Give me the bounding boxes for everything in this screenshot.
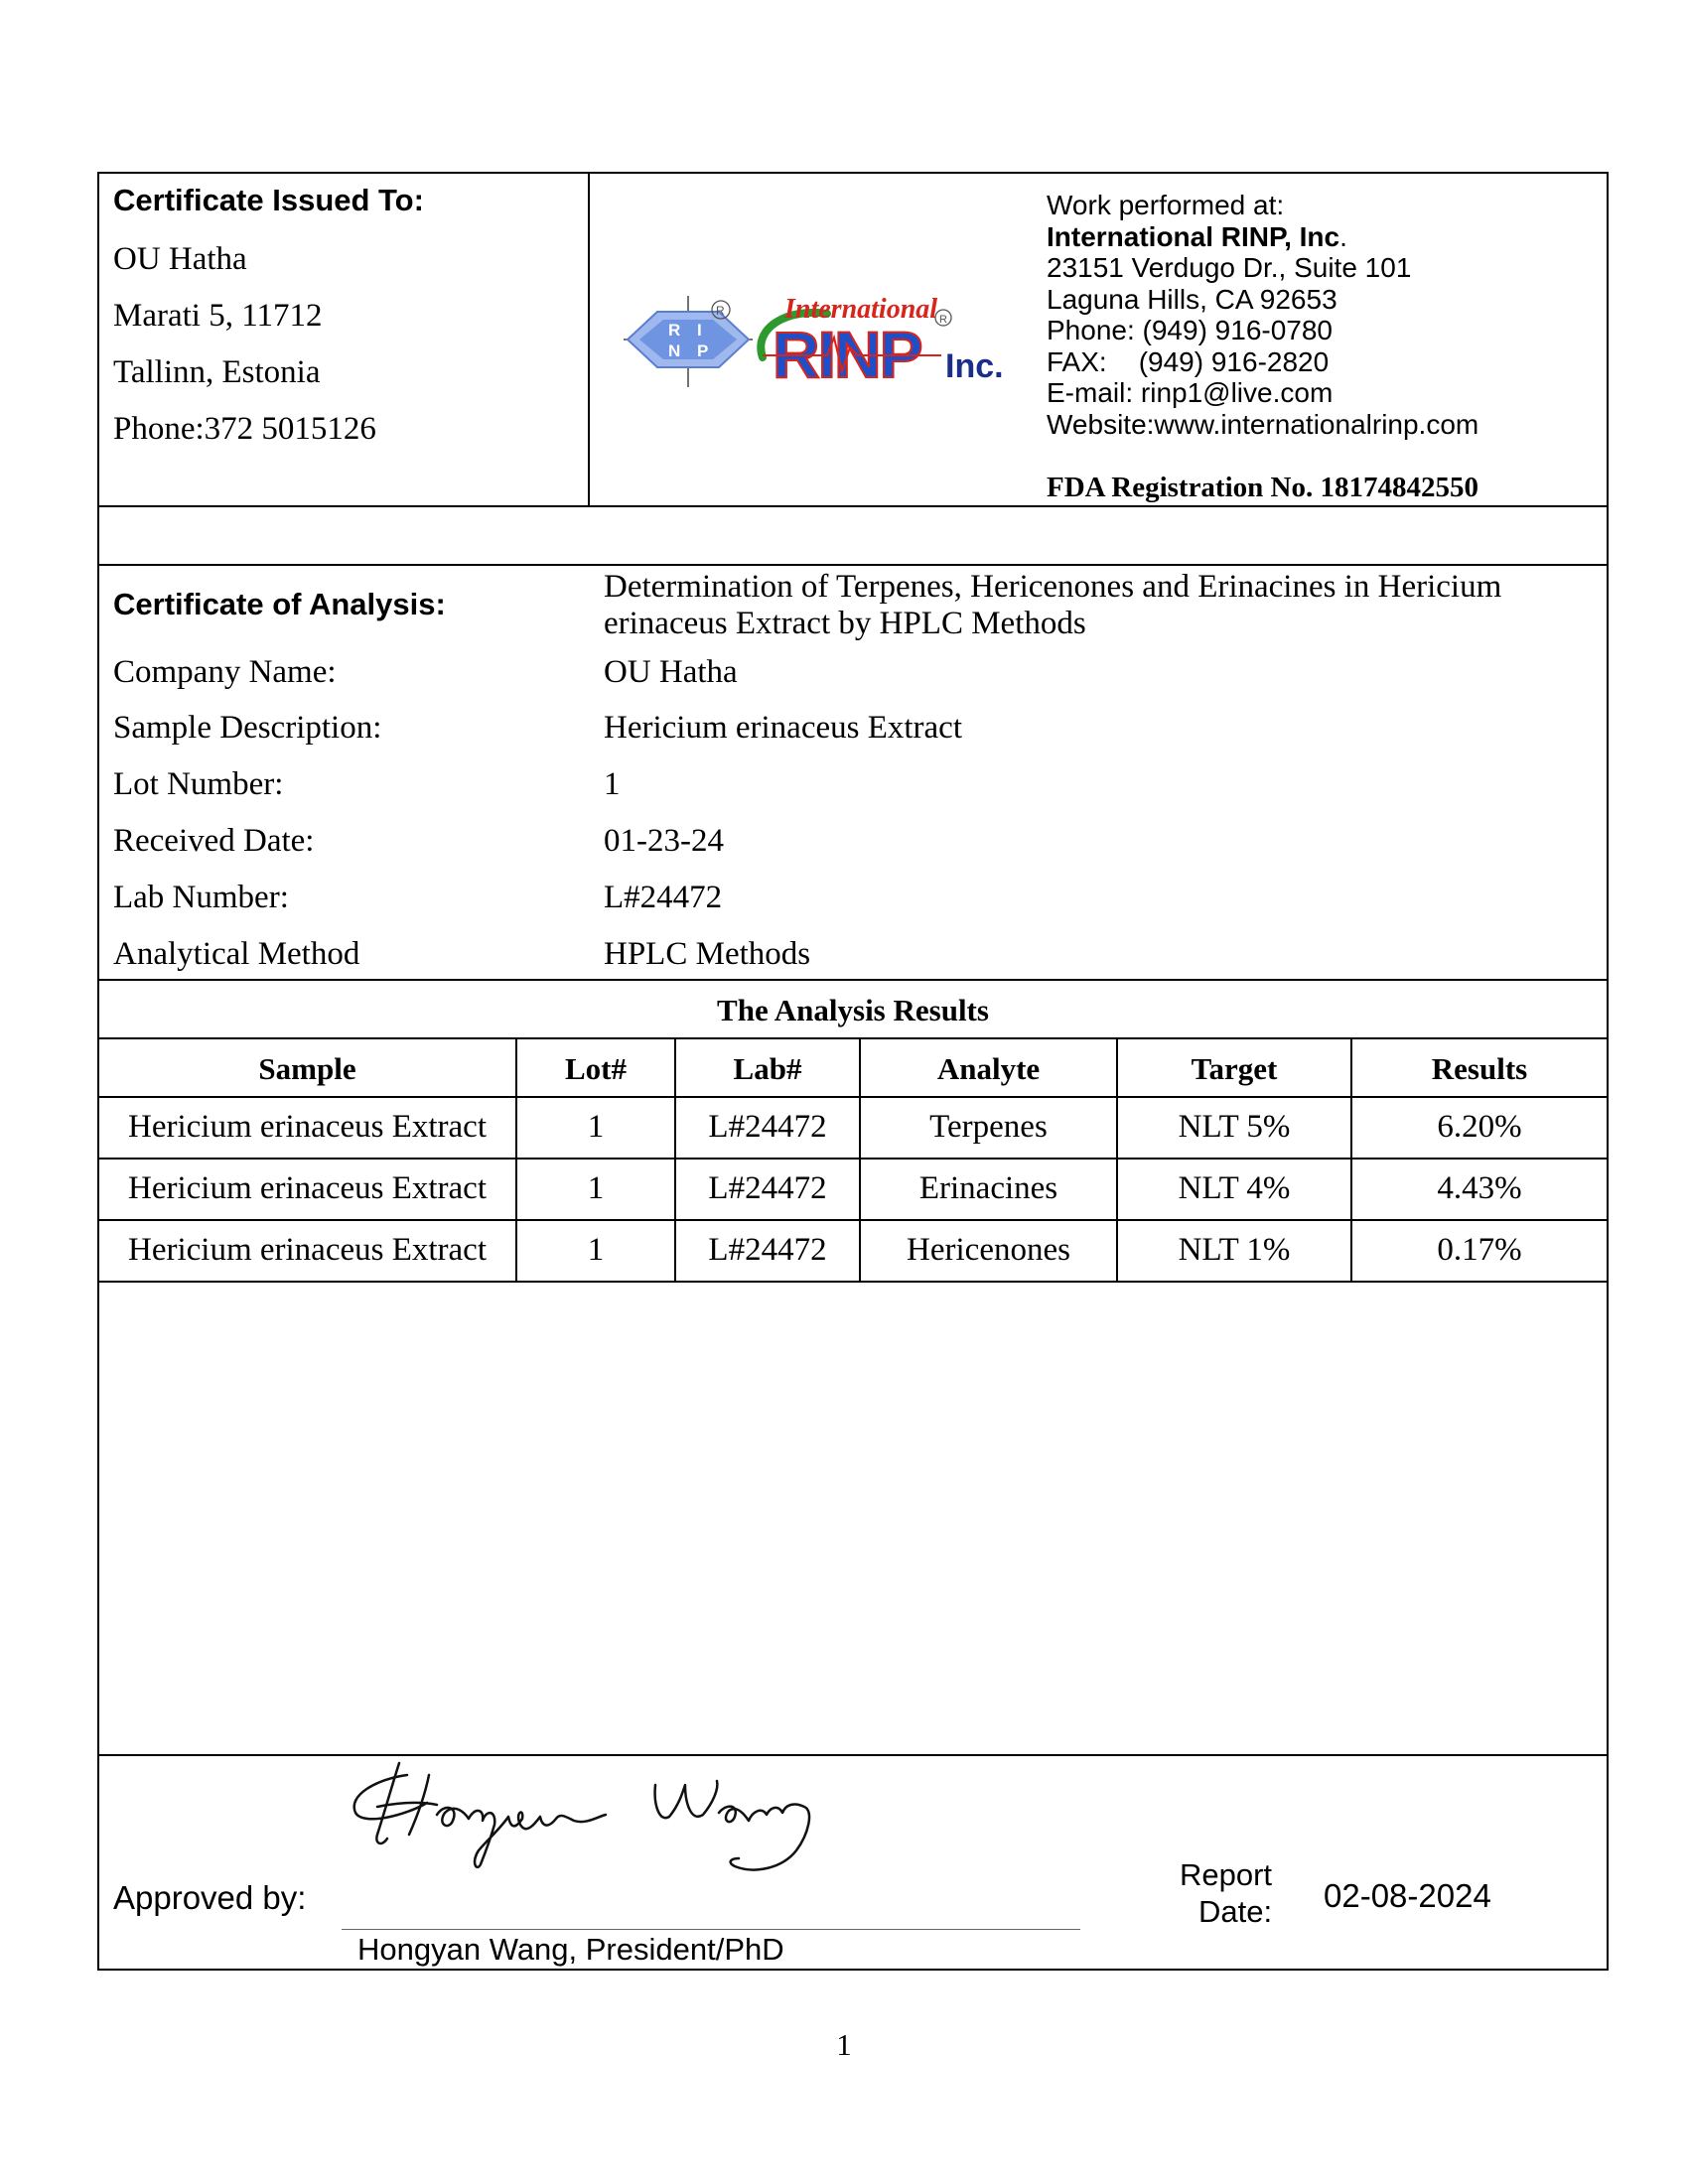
lab-fax: (949) 916-2820 bbox=[1138, 346, 1330, 377]
header-divider bbox=[588, 172, 590, 507]
field-value-lab-number: L#24472 bbox=[604, 880, 723, 915]
cell-target: NLT 4% bbox=[1178, 1170, 1291, 1206]
cell-sample: Hericium erinaceus Extract bbox=[128, 1170, 487, 1206]
issued-to-street: Marati 5, 11712 bbox=[113, 298, 323, 334]
rule-details-bottom bbox=[97, 979, 1609, 981]
lab-fax-label: FAX: bbox=[1047, 346, 1107, 377]
lab-address-1: 23151 Verdugo Dr., Suite 101 bbox=[1047, 252, 1412, 283]
approved-by-label: Approved by: bbox=[113, 1879, 307, 1916]
rinp-logo-graphic bbox=[614, 288, 1007, 397]
cell-sample: Hericium erinaceus Extract bbox=[128, 1232, 487, 1268]
svg-text:R: R bbox=[668, 321, 681, 340]
cell-lab: L#24472 bbox=[708, 1232, 827, 1268]
report-label-2: Date: bbox=[1198, 1894, 1273, 1929]
lab-address-2: Laguna Hills, CA 92653 bbox=[1047, 284, 1337, 315]
svg-text:R: R bbox=[716, 304, 725, 318]
col-header-lot: Lot# bbox=[565, 1051, 627, 1086]
field-value-company: OU Hatha bbox=[604, 654, 738, 690]
cell-lab: L#24472 bbox=[708, 1170, 827, 1206]
outer-border-right bbox=[1607, 172, 1609, 1971]
signature bbox=[338, 1755, 854, 1894]
lab-email: E-mail: rinp1@live.com bbox=[1047, 377, 1334, 408]
signer-name: Hongyan Wang, President/PhD bbox=[357, 1932, 784, 1967]
field-value-received: 01-23-24 bbox=[604, 823, 724, 859]
signature-graphic bbox=[338, 1755, 854, 1894]
issued-to-name: OU Hatha bbox=[113, 241, 247, 277]
cell-analyte: Hericenones bbox=[907, 1232, 1070, 1268]
rinp-logo bbox=[614, 288, 1007, 397]
issued-to-phone: Phone:372 5015126 bbox=[113, 411, 376, 447]
lab-fax-line bbox=[1047, 346, 1329, 378]
col-header-analyte: Analyte bbox=[936, 1051, 1041, 1086]
cell-lot: 1 bbox=[587, 1232, 605, 1268]
work-performed-label: Work performed at: bbox=[1047, 190, 1285, 220]
field-value-lot: 1 bbox=[604, 766, 621, 802]
issued-to-heading: Certificate Issued To: bbox=[113, 183, 424, 217]
cell-target: NLT 5% bbox=[1178, 1109, 1291, 1145]
col-header-target: Target bbox=[1191, 1051, 1278, 1086]
svg-text:N: N bbox=[668, 341, 681, 360]
field-label-lab-number: Lab Number: bbox=[113, 880, 289, 915]
field-label-received: Received Date: bbox=[113, 823, 315, 859]
cell-lab: L#24472 bbox=[708, 1109, 827, 1145]
rule-header-bottom bbox=[97, 505, 1609, 507]
svg-text:RINP: RINP bbox=[773, 318, 921, 391]
rule-spacer-bottom bbox=[97, 564, 1609, 566]
cell-target: NLT 1% bbox=[1178, 1232, 1291, 1268]
lab-name: International RINP, Inc bbox=[1047, 221, 1340, 252]
svg-text:I: I bbox=[697, 321, 702, 340]
fda-registration: FDA Registration No. 18174842550 bbox=[1047, 472, 1478, 503]
cell-analyte: Terpenes bbox=[929, 1109, 1048, 1145]
lab-name-line bbox=[1047, 221, 1347, 253]
results-title: The Analysis Results bbox=[717, 993, 989, 1027]
analysis-title-line-2: erinaceus Extract by HPLC Methods bbox=[604, 606, 1086, 641]
lab-name-suffix: . bbox=[1339, 221, 1347, 252]
field-value-sample: Hericium erinaceus Extract bbox=[604, 710, 962, 746]
rule-row1-bottom bbox=[97, 1158, 1609, 1160]
report-label-1: Report bbox=[1180, 1857, 1273, 1892]
outer-border-top bbox=[97, 172, 1609, 174]
lab-website: Website:www.internationalrinp.com bbox=[1047, 409, 1479, 440]
page-number: 1 bbox=[836, 2027, 852, 2062]
rule-table-header-bottom bbox=[97, 1096, 1609, 1098]
field-value-method: HPLC Methods bbox=[604, 936, 811, 972]
col-header-sample: Sample bbox=[258, 1051, 356, 1086]
col-header-results: Results bbox=[1431, 1051, 1528, 1086]
cell-sample: Hericium erinaceus Extract bbox=[128, 1109, 487, 1145]
cell-lot: 1 bbox=[587, 1170, 605, 1206]
analysis-heading: Certificate of Analysis: bbox=[113, 587, 446, 621]
signature-line bbox=[342, 1929, 1080, 1930]
cell-analyte: Erinacines bbox=[918, 1170, 1058, 1206]
report-date: 02-08-2024 bbox=[1324, 1877, 1491, 1914]
cell-result: 4.43% bbox=[1437, 1170, 1522, 1206]
lab-phone: Phone: (949) 916-0780 bbox=[1047, 315, 1333, 345]
analysis-title-line-1: Determination of Terpenes, Hericenones and Erinacines in Hericium bbox=[604, 569, 1502, 605]
cell-result: 6.20% bbox=[1437, 1109, 1522, 1145]
svg-text:R: R bbox=[939, 314, 947, 326]
issued-to-city: Tallinn, Estonia bbox=[113, 354, 321, 390]
col-header-lab: Lab# bbox=[733, 1051, 802, 1086]
rule-row2-bottom bbox=[97, 1219, 1609, 1221]
outer-border-bottom bbox=[97, 1969, 1609, 1971]
svg-text:International: International bbox=[784, 294, 938, 325]
svg-text:P: P bbox=[697, 341, 709, 360]
rule-results-title-bottom bbox=[97, 1037, 1609, 1039]
svg-text:Inc.: Inc. bbox=[945, 347, 1004, 385]
field-label-company: Company Name: bbox=[113, 654, 337, 690]
field-label-method: Analytical Method bbox=[113, 936, 360, 972]
field-label-lot: Lot Number: bbox=[113, 766, 284, 802]
field-label-sample: Sample Description: bbox=[113, 710, 382, 746]
cell-lot: 1 bbox=[587, 1109, 605, 1145]
rule-row3-bottom bbox=[97, 1281, 1609, 1283]
cell-result: 0.17% bbox=[1437, 1232, 1522, 1268]
